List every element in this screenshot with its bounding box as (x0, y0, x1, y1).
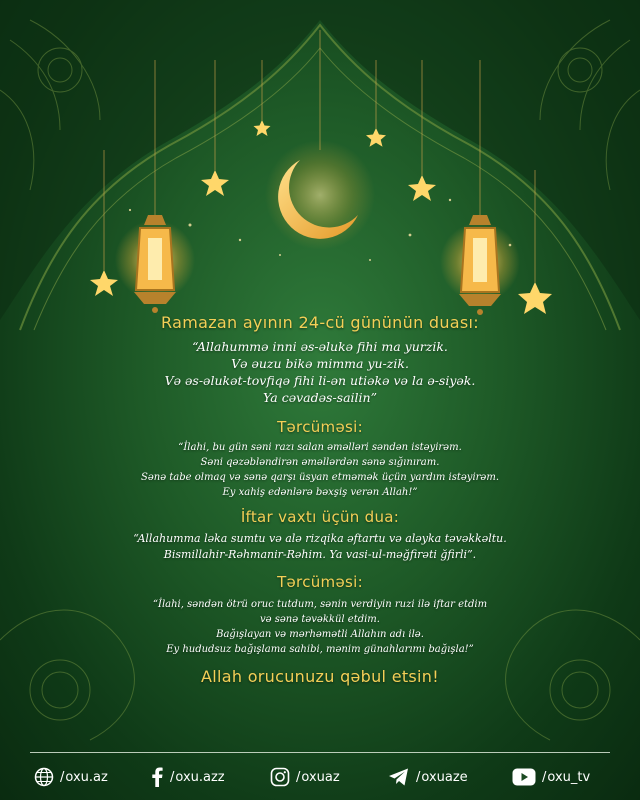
dua-line: Və əs-əlukət-tovfiqə fihi li-ən utiəkə və la ə-siyək. (164, 373, 476, 388)
telegram-icon (388, 767, 410, 787)
dua-line: Və əuzu bikə mimma yu-zik. (231, 356, 409, 371)
iftar-heading: İftar vaxtı üçün dua: (240, 508, 400, 526)
dua-line: “Allahummə inni əs-əlukə fihi ma yurzik. (192, 339, 448, 354)
translation-text (40, 440, 600, 500)
translation-line: “İlahi, bu gün səni razı salan əməlləri səndən istəyirəm. (178, 442, 462, 453)
social-handle: oxuaze (421, 769, 468, 785)
iftar-line: “Allahumma ləka sumtu və alə rizqika əftartu və aləyka təvəkkəltu. (133, 532, 507, 545)
instagram-icon (270, 767, 290, 787)
social-link-website[interactable]: / oxu.az (34, 765, 108, 789)
dua-line: Ya cəvadəs-sailin” (263, 390, 377, 405)
facebook-icon (150, 767, 164, 787)
iftar-translation-text (40, 597, 600, 657)
social-links (0, 765, 640, 789)
translation-heading: Tərcüməsi: (277, 418, 363, 436)
social-handle: oxuaz (301, 769, 340, 785)
social-handle: oxu_tv (547, 769, 591, 785)
social-link-instagram[interactable]: / oxuaz (270, 765, 340, 789)
footer-divider (30, 752, 610, 753)
social-link-facebook[interactable]: / oxu.azz (150, 765, 225, 789)
youtube-icon (512, 768, 536, 786)
translation-line: və sənə təvəkkül etdim. (260, 614, 380, 625)
translation-line: Ey xahiş edənlərə bəxşiş verən Allah!” (222, 487, 418, 498)
social-handle: oxu.az (65, 769, 108, 785)
dua-text (40, 338, 600, 406)
translation-line: Ey hududsuz bağışlama sahibi, mənim günahlarımı bağışla!” (166, 644, 474, 655)
social-link-telegram[interactable]: / oxuaze (388, 765, 468, 789)
prayer-heading: Ramazan ayının 24-cü gününün duası: (161, 313, 479, 332)
closing-text: Allah orucunuzu qəbul etsin! (201, 667, 439, 686)
iftar-text (40, 531, 600, 563)
translation-line: “İlahi, səndən ötrü oruc tutdum, sənin verdiyin ruzi ilə iftar etdim (152, 599, 488, 610)
iftar-line: Bismillahir-Rəhmanir-Rəhim. Ya vasi-ul-məğfirəti ğfirli”. (163, 548, 477, 561)
translation-heading: Tərcüməsi: (277, 573, 363, 591)
globe-icon (34, 767, 54, 787)
social-link-youtube[interactable]: / oxu_tv (512, 765, 590, 789)
translation-line: Bağışlayan və mərhəmətli Allahın adı ilə. (216, 629, 424, 640)
translation-line: Səni qəzəbləndirən əməllərdən sənə sığınıram. (200, 457, 440, 468)
social-handle: oxu.azz (175, 769, 225, 785)
translation-line: Sənə tabe olmaq və sənə qarşı üsyan etməmək üçün yardım istəyirəm. (140, 472, 500, 483)
